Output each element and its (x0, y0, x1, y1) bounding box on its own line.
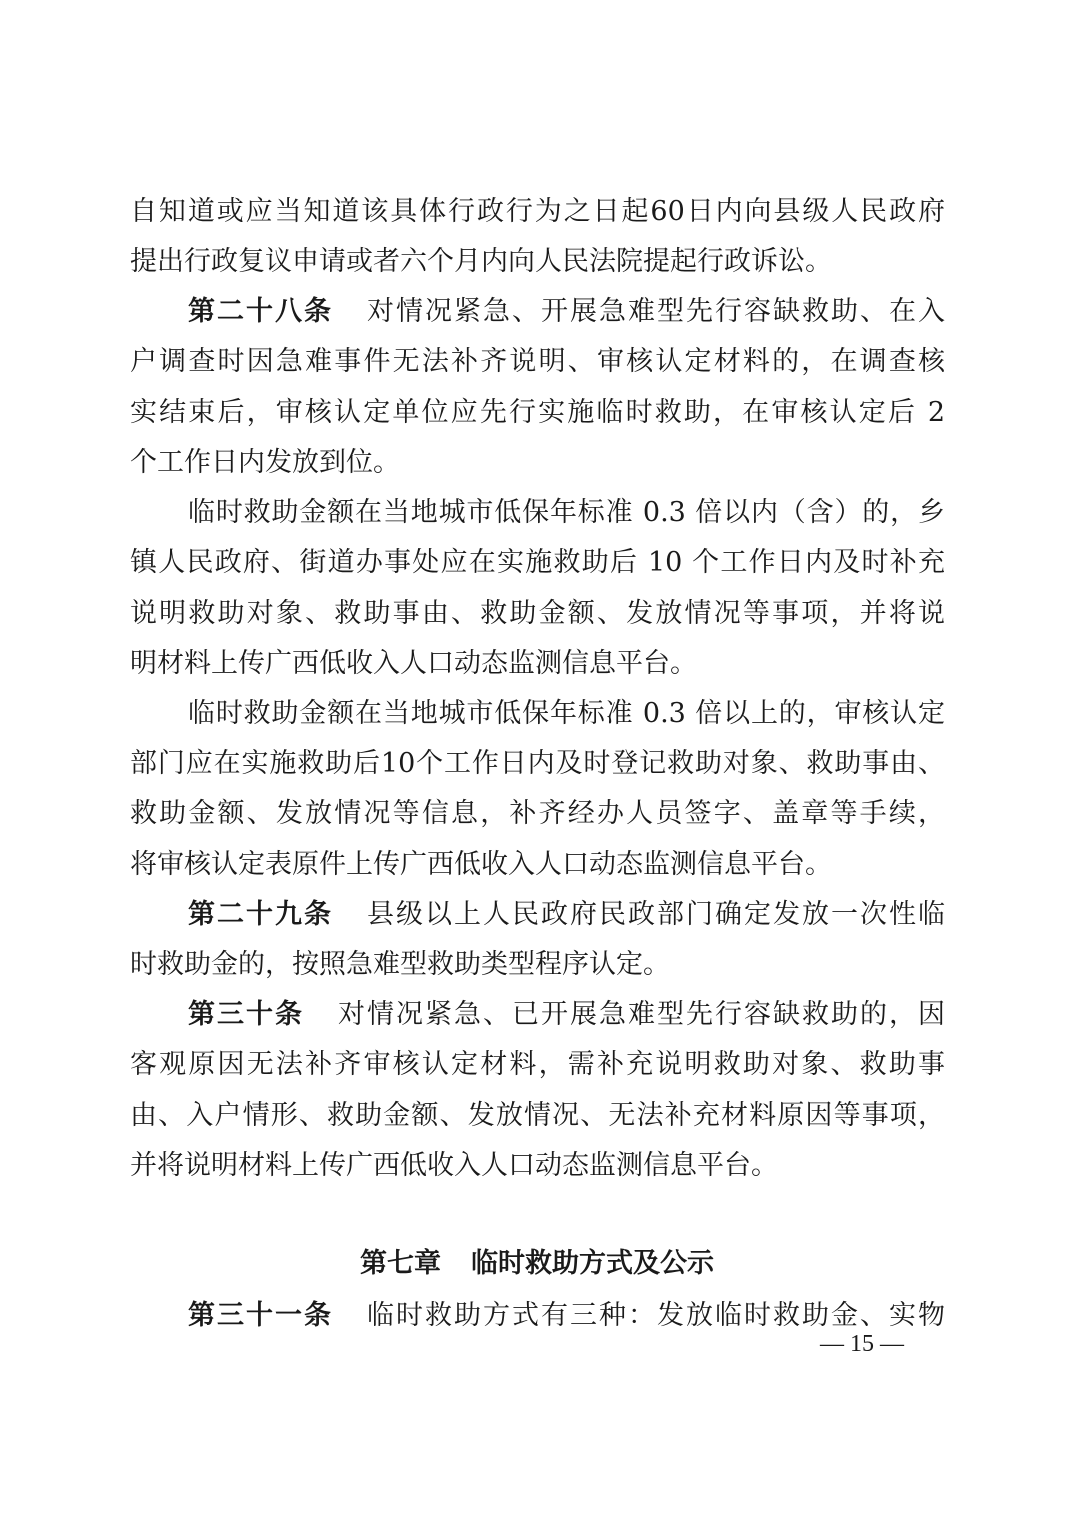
paragraph-line: 将审核认定表原件上传广西低收入人口动态监测信息平台。 (130, 849, 832, 880)
chapter-heading (0, 1244, 1074, 1284)
article-30-first-line (188, 995, 945, 1035)
paragraph-line: 客观原因无法补齐审核认定材料，需补充说明救助对象、救助事 (130, 1049, 945, 1080)
paragraph-line: 并将说明材料上传广西低收入人口动态监测信息平台。 (130, 1150, 778, 1181)
chapter-title: 临时救助方式及公示 (471, 1248, 714, 1279)
chapter-number: 第七章 (360, 1248, 441, 1279)
paragraph-line: 自知道或应当知道该具体行政行为之日起60日内向县级人民政府 (130, 196, 945, 227)
page-number: — 15 — (820, 1331, 904, 1357)
paragraph-line: 镇人民政府、街道办事处应在实施救助后 10 个工作日内及时补充 (130, 547, 945, 578)
paragraph-line: 实结束后，审核认定单位应先行实施临时救助，在审核认定后 2 (130, 397, 945, 428)
paragraph-line: 由、入户情形、救助金额、发放情况、无法补充材料原因等事项， (130, 1100, 945, 1131)
article-30-heading: 第三十条 (188, 999, 304, 1030)
paragraph-line: 说明救助对象、救助事由、救助金额、发放情况等事项，并将说 (130, 598, 945, 629)
article-29-heading: 第二十九条 (188, 899, 333, 930)
article-31-text: 临时救助方式有三种：发放临时救助金、实物 (367, 1300, 945, 1331)
paragraph-line: 部门应在实施救助后10个工作日内及时登记救助对象、救助事由、 (130, 748, 945, 779)
article-29-text: 县级以上人民政府民政部门确定发放一次性临 (367, 899, 945, 930)
article-28-text: 对情况紧急、开展急难型先行容缺救助、在入 (367, 296, 945, 327)
article-29-first-line (188, 895, 945, 935)
article-28-first-line (188, 292, 945, 332)
paragraph-line: 救助金额、发放情况等信息，补齐经办人员签字、盖章等手续， (130, 798, 945, 829)
article-28-heading: 第二十八条 (188, 296, 333, 327)
article-31-heading: 第三十一条 (188, 1300, 333, 1331)
paragraph-line: 临时救助金额在当地城市低保年标准 0.3 倍以上的，审核认定 (188, 698, 945, 729)
paragraph-line: 时救助金的，按照急难型救助类型程序认定。 (130, 949, 670, 980)
paragraph-line: 明材料上传广西低收入人口动态监测信息平台。 (130, 648, 697, 679)
article-30-text: 对情况紧急、已开展急难型先行容缺救助的，因 (338, 999, 945, 1030)
paragraph-line: 临时救助金额在当地城市低保年标准 0.3 倍以内（含）的，乡 (188, 497, 945, 528)
paragraph-line: 户调查时因急难事件无法补齐说明、审核认定材料的，在调查核 (130, 346, 945, 377)
paragraph-line: 个工作日内发放到位。 (130, 447, 400, 478)
paragraph-line: 提出行政复议申请或者六个月内向人民法院提起行政诉讼。 (130, 246, 832, 277)
